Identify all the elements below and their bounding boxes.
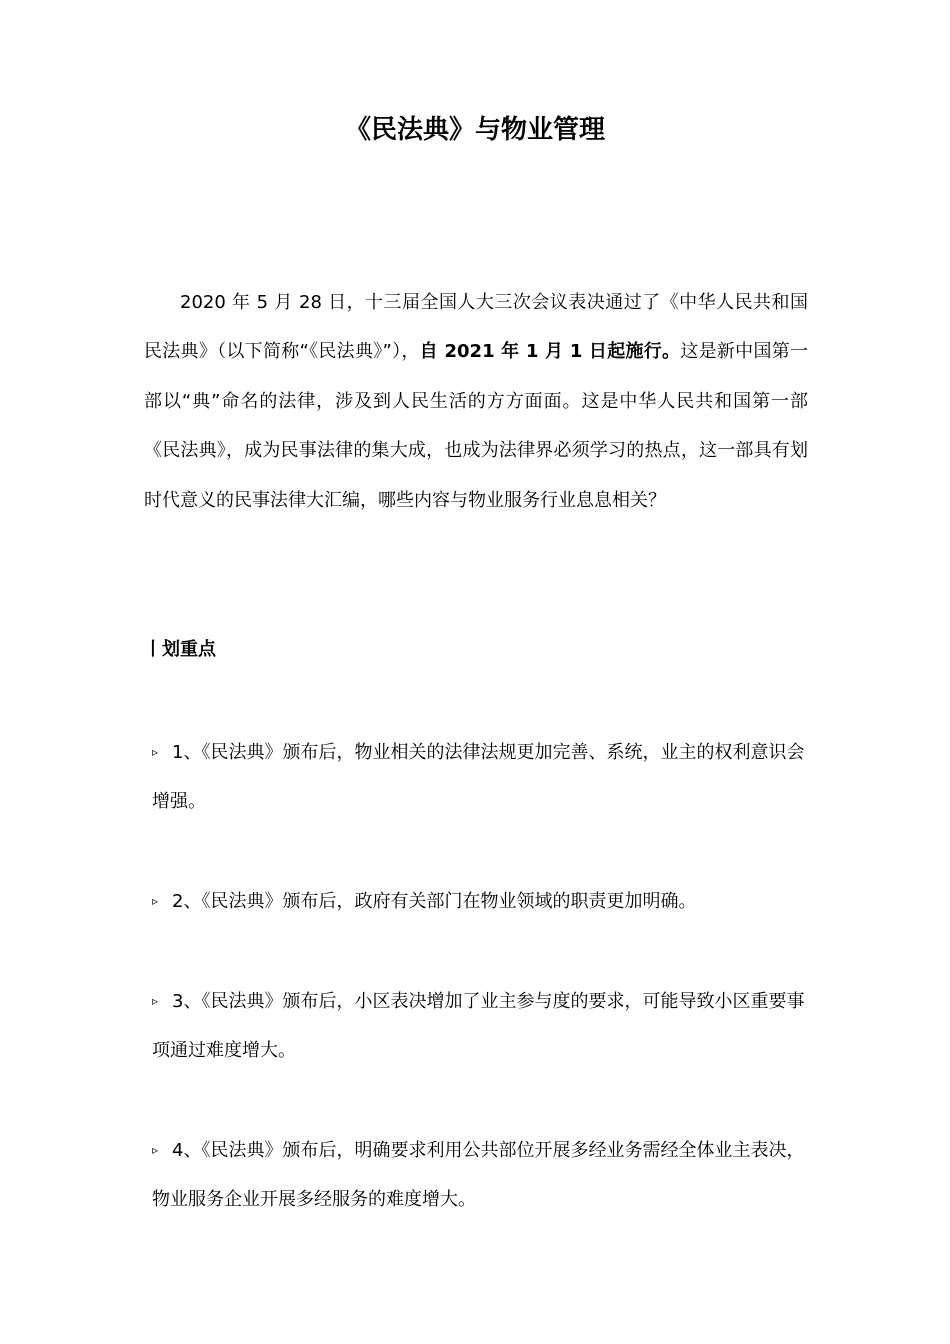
list-item xyxy=(152,728,808,827)
section-heading: 丨划重点 xyxy=(144,639,216,660)
list-item-text: 1、《民法典》颁布后，物业相关的法律法规更加完善、系统，业主的权利意识会增强。 xyxy=(152,742,805,813)
page-title: 《民法典》与物业管理 xyxy=(344,115,605,145)
triangle-bullet-icon: ▹ xyxy=(152,994,159,1008)
list-item-text: 4、《民法典》颁布后，明确要求利用公共部位开展多经业务需经全体业主表决，物业服务企业开展多经服务的难度增大。 xyxy=(152,1140,805,1211)
list-item-text: 3、《民法典》颁布后，小区表决增加了业主参与度的要求，可能导致小区重要事项通过难度增大。 xyxy=(152,991,805,1062)
list-item xyxy=(152,877,808,926)
triangle-bullet-icon: ▹ xyxy=(152,1143,159,1157)
list-item xyxy=(152,977,808,1076)
intro-text-before: 2020 年 5 月 28 日，十三届全国人大三次会议表决通过了《中华人民共和国民法典》（以下简称“《民法典》”）， xyxy=(144,292,808,363)
list-item xyxy=(152,1126,808,1225)
triangle-bullet-icon: ▹ xyxy=(152,894,159,908)
intro-text-after: 这是新中国第一部以“典”命名的法律，涉及到人民生活的方方面面。这是中华人民共和国第一部《民法典》，成为民事法律的集大成，也成为法律界必须学习的热点，这一部具有划时代意义的民事法律大汇编，哪些内容与物业服务行业息息相关？ xyxy=(144,341,809,511)
intro-bold-effective-date: 自 2021 年 1 月 1 日起施行。 xyxy=(419,341,681,363)
triangle-bullet-icon: ▹ xyxy=(152,745,159,759)
intro-paragraph xyxy=(144,278,808,525)
list-item-text: 2、《民法典》颁布后，政府有关部门在物业领域的职责更加明确。 xyxy=(172,891,697,912)
